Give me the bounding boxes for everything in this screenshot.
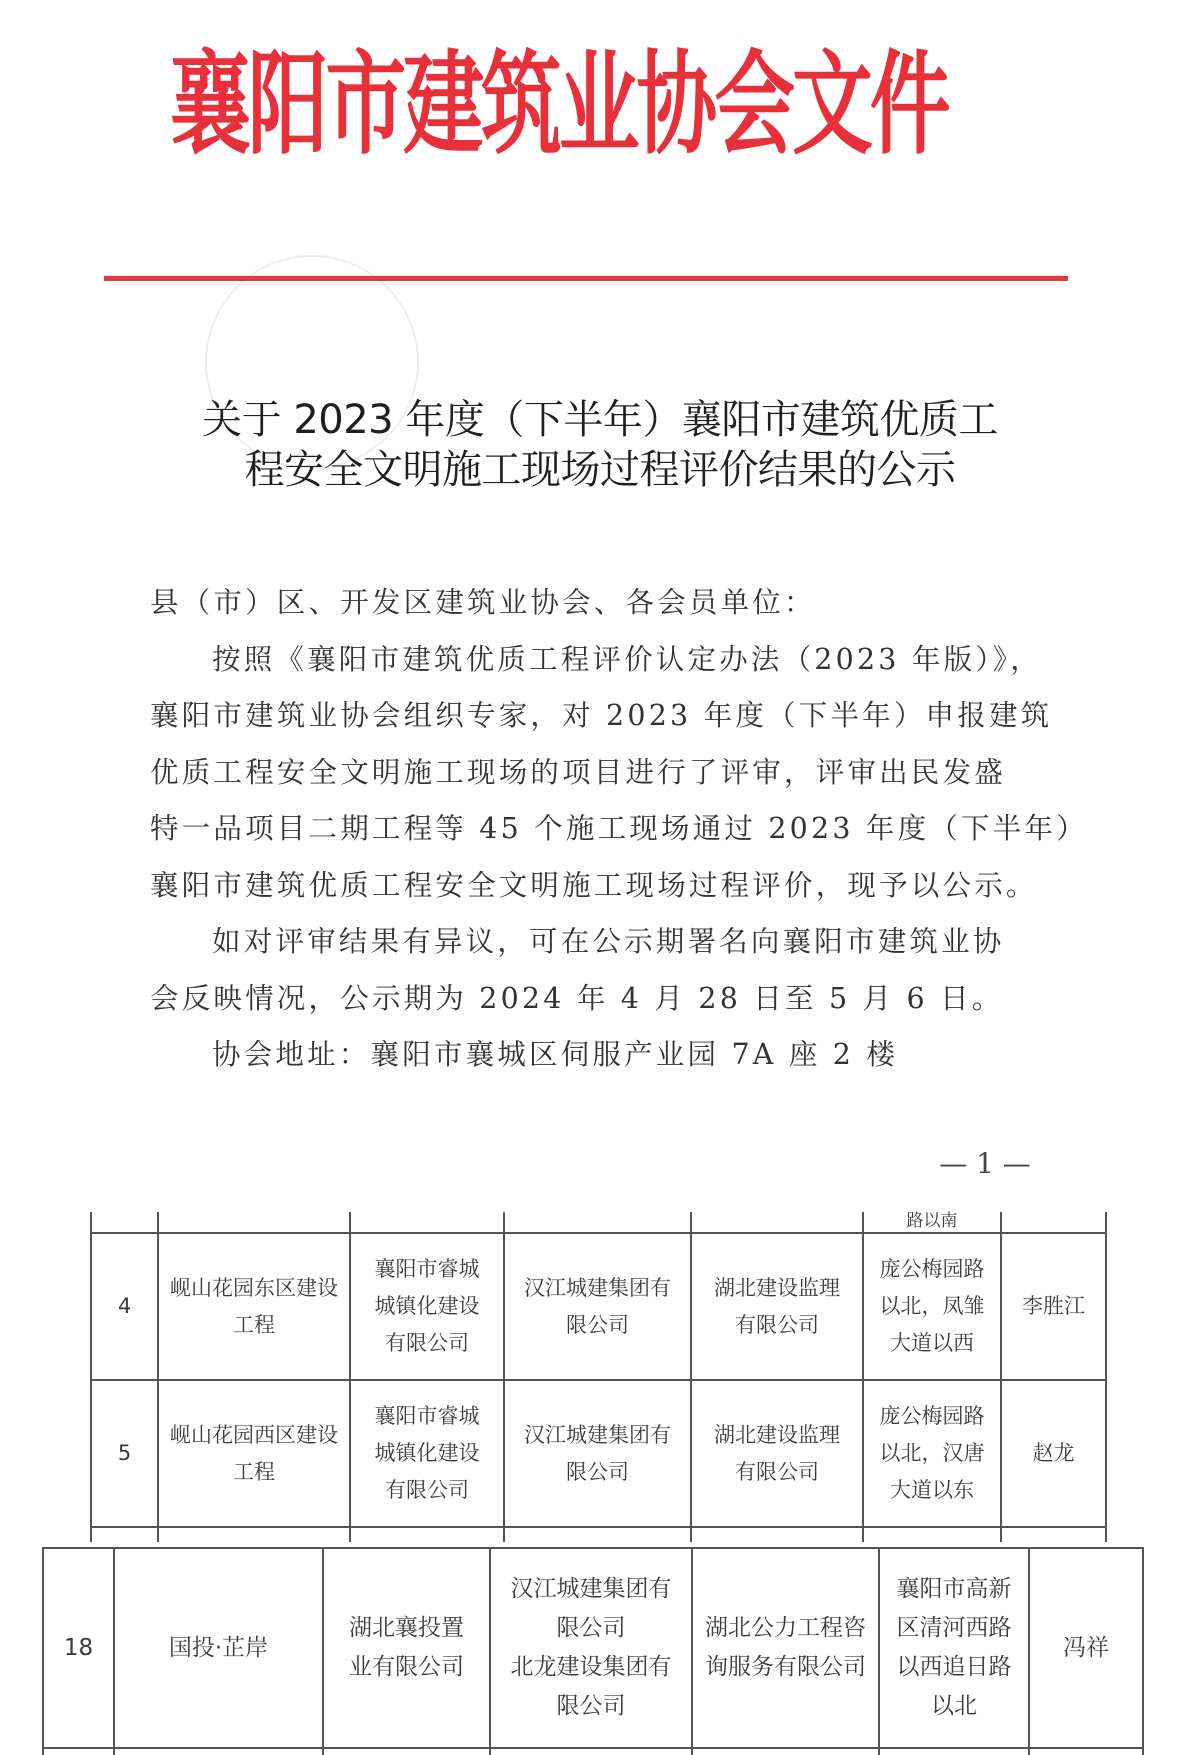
cell-manager: 赵龙 bbox=[1001, 1380, 1106, 1527]
cell-contractor bbox=[490, 1548, 692, 1748]
cell bbox=[158, 1212, 350, 1233]
red-divider-line bbox=[104, 276, 1068, 281]
table-row-partial bbox=[91, 1212, 1106, 1233]
address-line: 协会地址：襄阳市襄城区伺服产业园 7A 座 2 楼 bbox=[212, 1038, 899, 1071]
cell-supervisor: 湖北建设监理有限公司 bbox=[691, 1233, 863, 1380]
cell-no: 18 bbox=[43, 1548, 114, 1748]
document-body bbox=[150, 575, 1088, 1084]
table-row-partial bbox=[43, 1748, 1143, 1755]
cell-contractor: 汉江城建集团有限公司 bbox=[504, 1380, 691, 1527]
cell-location: 庞公梅园路以北，凤雏大道以西 bbox=[863, 1233, 1001, 1380]
cell-project: 国投·芷岸 bbox=[114, 1548, 323, 1748]
cell bbox=[1001, 1212, 1106, 1233]
cell bbox=[91, 1212, 158, 1233]
paragraph-1-line-4: 特一品项目二期工程等 45 个施工现场通过 2023 年度（下半年） bbox=[150, 812, 1088, 845]
contractor-1: 汉江城建集团有限公司 bbox=[510, 1576, 672, 1641]
contractor-2: 北龙建设集团有限公司 bbox=[510, 1654, 672, 1719]
document-heading bbox=[120, 395, 1080, 495]
cell-location: 庞公梅园路以北，汉唐大道以东 bbox=[863, 1380, 1001, 1527]
page-number: — 1 — bbox=[939, 1147, 1031, 1180]
cell-manager: 冯祥 bbox=[1029, 1548, 1143, 1748]
cell bbox=[504, 1212, 691, 1233]
cell-project: 岘山花园东区建设工程 bbox=[158, 1233, 350, 1380]
paragraph-2-line-1: 如对评审结果有异议，可在公示期署名向襄阳市建筑业协 bbox=[212, 925, 1005, 958]
cell-contractor: 汉江城建集团有限公司 bbox=[504, 1233, 691, 1380]
cell-project: 岘山花园西区建设工程 bbox=[158, 1380, 350, 1527]
salutation: 县（市）区、开发区建筑业协会、各会员单位： bbox=[150, 586, 816, 619]
results-table-page-2 bbox=[42, 1547, 1144, 1755]
paragraph-1-line-2: 襄阳市建筑业协会组织专家，对 2023 年度（下半年）申报建筑 bbox=[150, 699, 1053, 732]
cell-developer: 襄阳市睿城城镇化建设有限公司 bbox=[350, 1380, 504, 1527]
heading-line-2: 程安全文明施工现场过程评价结果的公示 bbox=[244, 447, 956, 493]
paragraph-1-line-5: 襄阳市建筑优质工程安全文明施工现场过程评价，现予以公示。 bbox=[150, 868, 1038, 902]
paragraph-1-line-3: 优质工程安全文明施工现场的项目进行了评审，评审出民发盛 bbox=[150, 755, 1006, 789]
paragraph-1-line-1: 按照《襄阳市建筑优质工程评价认定办法（2023 年版）》， bbox=[212, 642, 1042, 676]
cell-manager: 李胜江 bbox=[1001, 1233, 1106, 1380]
table-row bbox=[43, 1548, 1143, 1748]
cell-developer: 湖北襄投置业有限公司 bbox=[323, 1548, 490, 1748]
table-row-partial bbox=[91, 1527, 1106, 1542]
cell bbox=[350, 1212, 504, 1233]
masthead-title: 襄阳市建筑业协会文件 bbox=[170, 39, 948, 170]
heading-line-1: 关于 2023 年度（下半年）襄阳市建筑优质工 bbox=[202, 397, 998, 443]
cell bbox=[691, 1212, 863, 1233]
cell-supervisor: 湖北建设监理有限公司 bbox=[691, 1380, 863, 1527]
cell-no: 5 bbox=[91, 1380, 158, 1527]
cell-supervisor: 湖北公力工程咨询服务有限公司 bbox=[692, 1548, 879, 1748]
cell-no: 4 bbox=[91, 1233, 158, 1380]
paragraph-2-line-2: 会反映情况，公示期为 2024 年 4 月 28 日至 5 月 6 日。 bbox=[150, 981, 1004, 1015]
cell-location: 襄阳市高新区清河西路以西追日路以北 bbox=[879, 1548, 1029, 1748]
table-row bbox=[91, 1380, 1106, 1527]
table-row bbox=[91, 1233, 1106, 1380]
cell-developer: 襄阳市睿城城镇化建设有限公司 bbox=[350, 1233, 504, 1380]
cell-location: 路以南 bbox=[863, 1212, 1001, 1233]
results-table-page-1 bbox=[90, 1212, 1107, 1542]
